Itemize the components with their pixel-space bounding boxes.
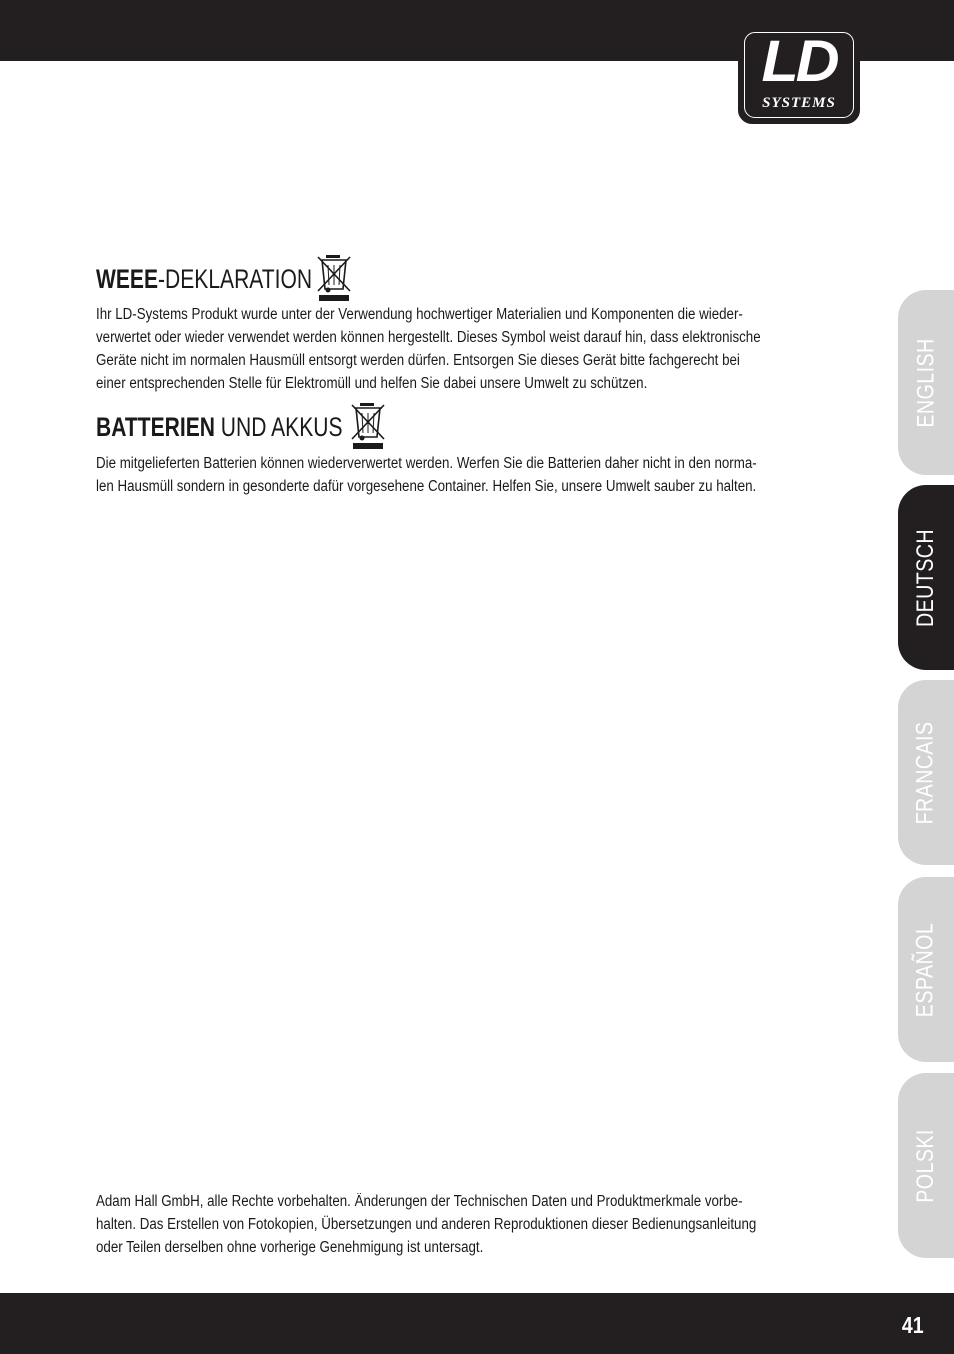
tab-label: DEUTSCH [912, 528, 940, 627]
crossed-out-wheelie-bin-icon [316, 253, 352, 303]
paragraph-line: Die mitgelieferten Batterien können wiederverwertet werden. Werfen Sie die Batterien daher nicht in den norma- [96, 455, 757, 472]
batterien-heading-rest: UND AKKUS [214, 411, 343, 442]
paragraph-line: Ihr LD-Systems Produkt wurde unter der Verwendung hochwertiger Materialien und Komponenten die wieder- [96, 306, 743, 323]
page-number: 41 [902, 1312, 924, 1338]
ld-systems-logo [738, 26, 860, 124]
footer-bar [0, 1293, 954, 1354]
logo-subtitle: SYSTEMS [762, 95, 836, 111]
tab-francais[interactable] [898, 680, 954, 865]
tab-english[interactable] [898, 290, 954, 475]
tab-label: ESPAÑOL [912, 922, 940, 1017]
paragraph-line: einer entsprechenden Stelle für Elektromüll und helfen Sie dabei unsere Umwelt zu schützen. [96, 375, 648, 392]
batterien-heading-bold: BATTERIEN [96, 411, 215, 442]
paragraph-line: verwertet oder wieder verwendet werden können hergestellt. Dieses Symbol weist darauf hin, dass elektronische [96, 329, 761, 346]
weee-heading-rest: -DEKLARATION [158, 263, 313, 294]
tab-label: POLSKI [912, 1128, 939, 1203]
paragraph-line: len Hausmüll sondern in gesonderte dafür vorgesehene Container. Helfen Sie, unsere Umwelt sauber zu halten. [96, 478, 757, 495]
crossed-out-wheelie-bin-icon [350, 401, 386, 451]
weee-paragraph [96, 303, 860, 395]
tab-espanol[interactable] [898, 877, 954, 1062]
paragraph-line: Adam Hall GmbH, alle Rechte vorbehalten. Änderungen der Technischen Daten und Produktmerkmale vorbe- [96, 1193, 743, 1210]
tab-label: ENGLISH [912, 337, 939, 428]
weee-heading-bold: WEEE [96, 263, 159, 294]
tab-polski[interactable] [898, 1073, 954, 1258]
logo-wordmark: LD [761, 29, 837, 94]
tab-deutsch[interactable] [898, 485, 954, 670]
paragraph-line: Geräte nicht im normalen Hausmüll entsorgt werden dürfen. Entsorgen Sie dieses Gerät bitte fachgerecht bei [96, 352, 740, 369]
batterien-paragraph [96, 452, 860, 498]
copyright-paragraph [96, 1190, 860, 1259]
paragraph-line: oder Teilen derselben ohne vorherige Genehmigung ist untersagt. [96, 1239, 484, 1256]
tab-label: FRANCAIS [912, 721, 940, 824]
paragraph-line: halten. Das Erstellen von Fotokopien, Übersetzungen und anderen Reproduktionen dieser Bedienungsanleitung [96, 1216, 757, 1233]
